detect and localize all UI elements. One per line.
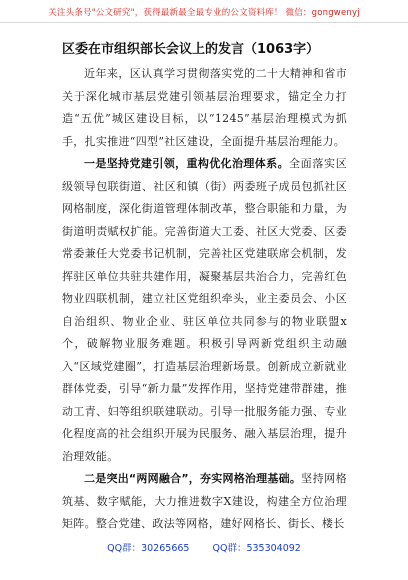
section-heading-1: 一是坚持党建引领，重构优化治理体系。 <box>84 157 289 170</box>
document-title: 区委在市组织部长会议上的发言（1063字） <box>62 42 320 57</box>
paragraph-text: 全面落实区级领导包联街道、社区和镇（街）两委班子成员包抓社区网格制度，深化街道管理体制改革，整合职能和力量，为街道明责赋权扩能。完善街道大工委、社区大党委、区委常委兼任大党委书记机制，完善社区党建联席会机制，发挥驻区单位共驻共建作用，凝聚基层共治合力，完善红色物业四联机制，建立社区党组织牵头，业主委员会、小区自治组织、物业企业、驻区单位共同参与的物业联盟x个，破解物业服务难题。积极引导两新党组织主动融入“区域党建圈”，打造基层治理新场景。创新成立新就业群体党委，引导“新力量”发挥作用，坚持党建带群建，推动工青、妇等组织联建联动。引导一批服务能力强、专业化程度高的社会组织开展为民服务、融入基层治理，提升治理效能。 <box>62 157 347 463</box>
paragraph-section-2 <box>62 468 347 536</box>
qq-group-2: QQ群：535304092 <box>212 543 301 554</box>
qq-group-1: QQ群：30265665 <box>107 543 190 554</box>
paragraph-intro <box>62 63 347 153</box>
paragraph-section-1 <box>62 153 347 468</box>
promo-banner: 关注头条号"公文研究"，获得最新最全最专业的公文资料库！ 微信：gongwenyj <box>48 8 360 18</box>
header-divider <box>0 22 408 23</box>
section-heading-2: 二是突出“两网融合”，夯实网格治理基础。 <box>84 472 302 485</box>
paragraph-text: 近年来，区认真学习贯彻落实党的二十大精神和省市关于深化城市基层党建引领基层治理要求，锚定全力打造“五优”城区建设目标，以“1245”基层治理模式为抓手，扎实推进“四型”社区建设，全面提升基层治理能力。 <box>62 67 347 148</box>
paragraph-text: 坚持网格筑基、数字赋能，大力推进数字X建设，构建全方位治理矩阵。整合党建、政法等网格，建好网格长、街长、楼长 <box>62 472 347 530</box>
document-body <box>62 38 347 536</box>
footer-contacts <box>0 540 408 554</box>
